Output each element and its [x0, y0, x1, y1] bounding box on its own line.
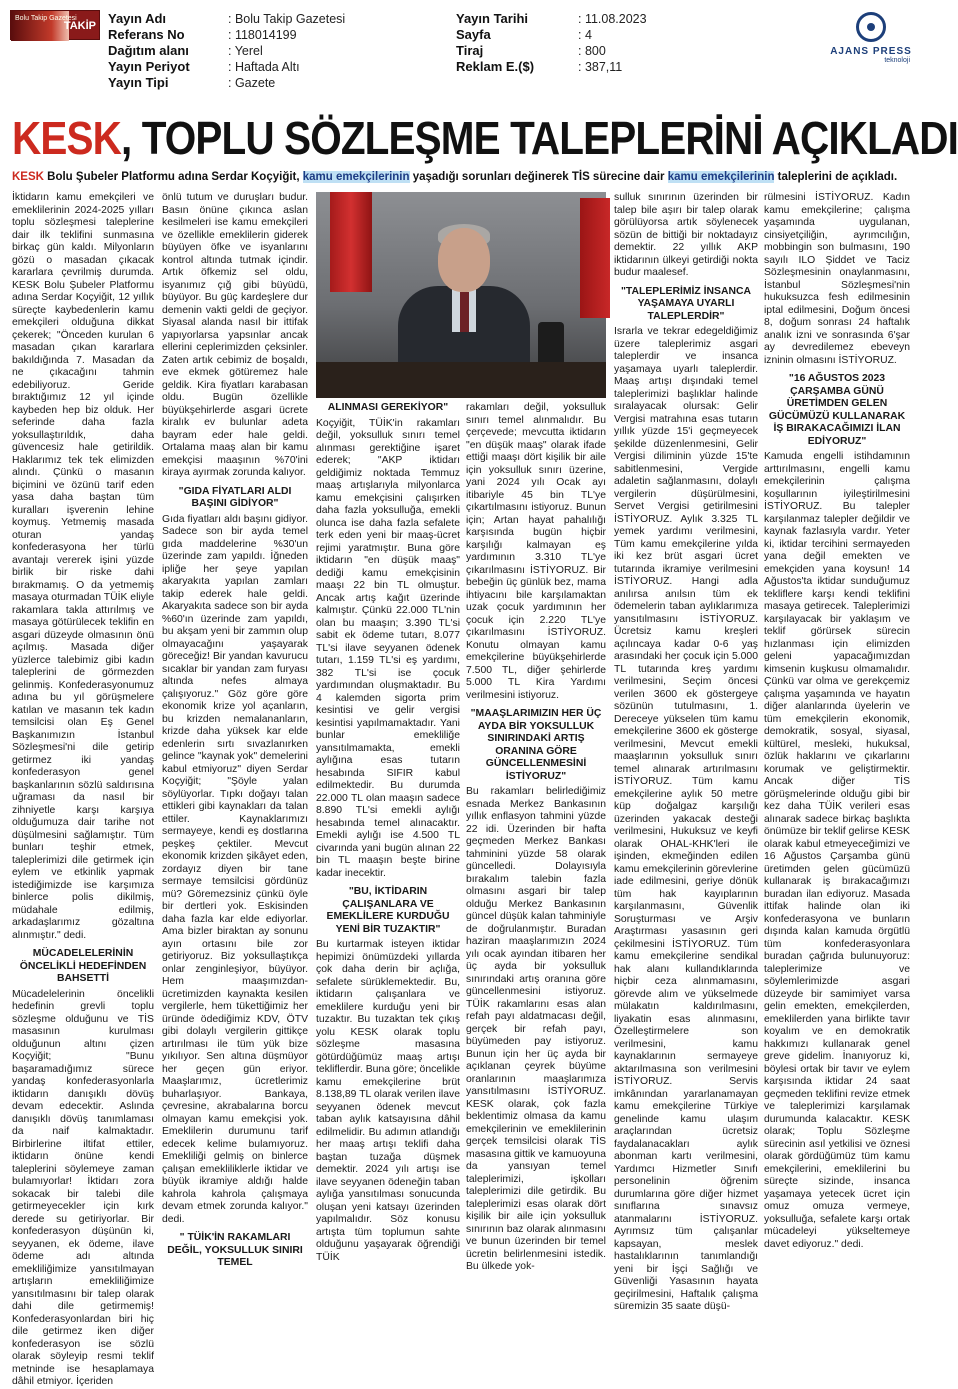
deck-kesk: KESK [12, 171, 44, 183]
deck [12, 170, 910, 185]
col6-subhead-1: "16 AĞUSTOS 2023 ÇARŞAMBA GÜNÜ ÜRETİMDEN GELEN GÜCÜMÜZÜ KULLANARAK İŞ BIRAKACAĞIMIZI İLAN EDİYORUZ" [768, 373, 906, 447]
deck-highlight-1: kamu emekçilerinin [302, 171, 410, 183]
col2-subhead-2: " TÜİK'İN RAKAMLARI DEĞİL, YOKSULLUK SINIRI TEMEL [167, 1232, 303, 1268]
deck-part-6: taleplerini de açıkladı. [774, 171, 898, 183]
logo-small-text: Bolu Takip Gazetesi [15, 15, 77, 22]
ajans-press-icon [856, 12, 886, 42]
col3-subhead-2: "BU, İKTİDARIN ÇALIŞANLARA VE EMEKLİLERE KURDUĞU YENİ BİR TUZAKTIR" [326, 886, 450, 935]
article-column-6 [764, 192, 910, 1250]
article-column-4 [466, 402, 606, 1272]
col5-subhead-1: "TALEPLERİMİZ İNSANCA YAŞAMAYA UYARLI TALEPLERDİR" [621, 285, 751, 322]
label-dagitim-alani: Dağıtım alanı [108, 43, 189, 58]
col3-text-2: Bu kurtarmak isteyen iktidar hepimizi önümüzdeki yıllarda çok daha derin bir açlığa, sefalete sürüklemektedir. Bu, iktidarın çalışanlara ve emeklilere kurduğu yeni bir tuzaktır. Bu tuzaktan tek çıkış yolu KESK olarak toplu sözleşme masasına götürdüğümüz maaş artışı tekliflerdir. Buna göre; öncelikle kamu emekçilerine brüt 8.138,89 TL olarak verilen ilave seyyanen ödenek mevcut taban aylık katsayısına dâhil edilmelidir. Bu adımın atlandığı her maaş artışı teklifi daha baştan tuzağa düşmek demektir. 2024 yılı artışı ise ilave seyyanen ödeneğin taban aylığa yansıtılması sonucunda oluşan yeni katsayı üzerinden yapılmalıdır. Söz konusu artışta tüm toplumun sahte olduğunu yaşayarak öğrendiği TÜİK [316, 939, 460, 1263]
desk [316, 362, 606, 398]
brand-sub: teknoloji [884, 57, 910, 64]
deck-highlight-2: kamu emekçilerinin [667, 171, 775, 183]
value-yayin-periyot: : Haftada Altı [228, 60, 300, 74]
value-dagitim-alani: : Yerel [228, 44, 263, 58]
value-referans-no: : 118014199 [228, 28, 297, 42]
article-column-5 [614, 192, 758, 1312]
col1-text-2: Mücadelelerinin öncelikli hedefinin grevli toplu sözleşme olduğunu ve TİS masasının kurulması olduğunun altını çizen Koçyiğit; "Bunu başaramadığımız sürece yandaş konfederasyonlarla iktidarın danışıklı dövüş devam edecektir. Aslında danışıklı dövüş tanımlaması da naif kalmaktadır. Birbirlerine iltifat ettiler, iktidarın önüne kendi taleplerini söylemeye zaman bulamıyorlar! İktidarı zora sokacak bir talebi dile getirmeyecekler için kırk derede su getiriyorlar. Bir konfederasyon düşünün ki, seyyanen, ek ödeme, ilave ödeme adı altında emekliliğimize yansıtılmayan artışların emekliliğimize yansıtılmasını bir talep olarak dahi dile getirmemiş! Konfederasyonlardan biri hiç dile getirmez iken diğer konfederasyon ise sözlü olarak söyleyip resmi teklif metninde ise hesaplamaya dâhil etmiyor. İçeriden [12, 988, 154, 1387]
col1-text-1: İktidarın kamu emekçileri ve emeklilerinin 2024-2025 yılları toplu sözleşmesi taleplerine dair ilk teklifini sunmasına birkaç gün kaldı. Milyonların gözü o masadan çıkacak kararlara çevrilmiş durumda. KESK Bolu Şubeler Platformu adına Serdar Koçyiğit, 12 yıllık süreçte kaybedenlerin kamu emekçileri olduğuna dikkat çekerek; "Önceden kurulan 6 masadan çıkan kararlara bakıldığında 7. Masadan da ne çıkacağını tahmin edebiliyoruz. Geride bıraktığımız 12 yıl içinde kaybeden hep biz olduk. Her seferinde daha fazla yoksullaştırıldık, daha güvencesiz hale getirildik. Haklarımız tek tek elimizden alındı. Çünkü o masanın biçimini ve özünü tarif eden yasa daha baştan tüm kuralları işverenin lehine koymuş. Yetmemiş masada oturan yandaş konfederasyona her türlü avantajı vererek işini yüzde birlik bir riske dahi bırakmamış. O da yetmemiş masaya oturmadan TÜİK eliyle rakamlara takla attırılmış ve masaya götürülecek teklifin en asgari düzeyde olmasının önü açılmış. Masada diğer yüzlerce talebimiz gibi kadın taleplerini de görmezden gelinmiş. Konfederasyonumuz adına bu yıl görüşmelere katılan ve masanın tek kadın temsilcisi olan Eş Genel Başkanımızın İstanbul Sözleşmesi'ni dile getirip getirmez iki yandaş konfederasyon genel başkanlarının sözlü saldırısına uğraması da nasıl bir zihniyetle karşı karşıya olduğumuza dair tarihe not düşülmesini sağlamıştır. Tüm bunları teşhir etmek, taleplerimizi dile getirmek için eylem ve etkinlik yapmak istediğimizde ise karşımıza binlerce polis dikilmiş, müdahale edilmiş, arkadaşlarımız gözaltına alınmıştır." dedi. [12, 192, 154, 941]
label-tiraj: Tiraj [456, 43, 484, 58]
label-sayfa: Sayfa [456, 27, 491, 42]
article-column-1 [12, 192, 154, 1387]
col2-subhead-1: "GIDA FİYATLARI ALDI BAŞINI GİDİYOR" [178, 485, 292, 509]
col2-text-2: Gıda fiyatları aldı başını gidiyor. Sadece son bir ayda temel gıda maddelerine %30'un üzerinde zam yapıldı. İğneden ipliğe her şeye yapılan akaryakıta yapılan zamları takip ederek hale geldi. Akaryakıta sadece son bir ayda %60'ın üzerinde zam yapıldı, bu akşam yeni bir zammın olup olmayacağını yaşayarak göreceğiz! Bir yandan kavurucu sıcaklar bir yandan zam furyası altında nefes almaya çalışıyoruz." Göz göre göre ekonomik krize yol açanların, bu krizden nemalananların, krizde daha yüksek kar elde edenlerin sırtı sıvazlanırken gelince "kaynak yok" demelerini kabul etmiyoruz" diyen Serdar Koçyiğit; "Şöyle yalan söylüyorlar. Tıpkı doğayı talan ettikleri gibi kaynakları da talan ettiler. Kaynaklarımızı sermayeye, kendi eş dostlarına peşkeş çektiler. Mevcut ekonomik krizden şikâyet eden, zordayız diyen bir tane sermaye temsilcisi gördünüz mü? Göremezsiniz çünkü öyle bir dertleri yok. Eskisinden daha fazla kar elde ediyorlar. Ama bizler biraktan ay sonunu ayın ortasını bile zor getiriyoruz. Biz yoksullaştıkça onlar zenginleşiyor, büyüyor. Hem maaşımızdan-ücretimizden kaynakta kesilen vergilerle, hem tükettiğimiz her üründe ödediğimiz KDV, ÖTV gibi dolaylı vergilerin gittikçe artırılması ile tüm yük bize yıkılıyor. Sen altına düşmüyor her geçen gün eriyor. Maaşlarımız, ücretlerimiz buharlaşıyor. Bankaya, çevresine, akrabalarına borcu olmayan kamu emekçisi yok. Emeklilerin durumunu tarif edecek kelime bulamıyoruz. Emekliliği gelmiş on binlerce çalışan emekliliklerle iktidar ve büyük ikramiye aldığı halde kahrola kahrola çalışmaya devam etmek zorunda kalıyor." dedi. [162, 513, 308, 1225]
article-photo [316, 192, 606, 398]
label-yayin-periyot: Yayın Periyot [108, 59, 190, 74]
ajans-press-logo [826, 12, 916, 64]
value-yayin-tarihi: : 11.08.2023 [578, 12, 647, 26]
label-yayin-tarihi: Yayın Tarihi [456, 11, 529, 26]
col4-text-2: Bu rakamları belirlediğimiz esnada Merkez Bankasının yıllık enflasyon tahmini yüzde 22 idi. Üzerinden bir hafta geçmeden Merkez Bankası tahminini yüzde 58 olarak güncelledi. Dolayısıyla bırakalım talebin fazla olmasını asgari bir talep olduğu Merkez Bankasının güncel düşük kalan tahminiyle de doğrulanmıştır. Buradan haziran maaşlarımızın 2024 yılı ocak ayından itibaren her üç ayda bir yoksulluk sınırındaki artış oranına göre güncellenmesini istiyoruz. TÜİK rakamlarını esas alan refah payı aldatmacası değil, gerçek bir refah payı, büyümeden pay istiyoruz. Bunun için her üç ayda bir açıklanan çeyrek büyüme oranlarının maaşlarımıza yansıtılmasını İSTİYORUZ. KESK olarak, çok fazla beklentimiz olmasa da kamu emekçilerinin ve emeklilerinin gerçek temsilcisi olarak TİS masasına gittik ve kamuoyuna da yansıyan temel taleplerimizi, işkolları taleplerimizi dile getirdik. Bu taleplerimizi esas olarak dört kişilik bir aile için yoksulluk sınırının baz olarak alınmasını ve bunun üzerinden bir temel ücretin belirlenmesini istedik. Bu ülkede yok- [466, 786, 606, 1272]
col4-subhead-1: "MAAŞLARIMIZIN HER ÜÇ AYDA BİR YOKSULLUK SINIRINDAKİ ARTIŞ ORANINA GÖRE GÜNCELLENMESİNİ İSTİYORUZ" [470, 708, 602, 782]
value-sayfa: : 4 [578, 28, 592, 42]
clipping-header [0, 0, 920, 112]
flag-left [330, 192, 372, 292]
deck-part-2: Bolu Şubeler Platformu adına Serdar Koçyiğit, [43, 171, 303, 183]
col3-subhead-1: ALINMASI GEREKİYOR" [327, 402, 449, 413]
logo-text: TAKİP [63, 20, 96, 32]
headline [12, 112, 958, 164]
value-reklam: : 387,11 [578, 60, 623, 74]
col6-text-1: rülmesini İSTİYORUZ. Kadın kamu emekçilerine; çalışma yaşamında uygulanan, cinsiyetçiliğin, ayrımcılığın, mobbingin son bulmasını, 190 sayılı ILO Şiddet ve Taciz Sözleşmesinin onaylanmasını, İstanbul Sözleşmesi'nin hukuksuzca fesh edilmesinin iptal edilmesini, Doğum öncesi 8, doğum sonrası 24 haftalık analık izni ve sonrasında 6'şar ay devredilemez ebeveyn izninin olmasını İSTİYORUZ. [764, 192, 910, 366]
col3-text-1: Koçyiğit, TÜİK'in rakamları değil, yoksulluk sınırı temel alınması gerektiğine işaret ederek; "AKP iktidarı geldiğimiz noktada Temmuz maaş artışlarıyla milyonlarca kamu emekçisini çalışırken daha fazla yoksulluğa, emekli olunca ise daha fazla sefalete terk eden yeni bir maaş-ücret rejimi yaratmıştır. Buna göre iktidarın "en düşük maaş" dediği kamu emekçisinin maaşı 22 bin TL olmuştur. Ancak artış kağıt üzerinde kalmıştır. Çünkü 22.000 TL'nin olan bu maaşın; 3.390 TL'si sabit ek ödeme tutarı, 8.077 TL'si ilave seyyanen ödenek tutarı, 1.159 TL'si eş yardımı, 382 TL'si ise çocuk yardımından oluşmaktadır. Bu 4 kalemden sigorta prim kesintisi ve gelir vergisi kesintisi yapılmamaktadır. Yani bunlar emekliliğe yansıtılmamakta, emekli aylığına esas tutarın hesabında SIFIR kabul edilmektedir. Bu durumda 22.000 TL olan maaşın sadece 8.890 TL'si emekli aylığı hesabında temel alınacaktır. Emekli aylığı ise 4.500 TL civarında yani bugün alınan 22 bin TL maaşın beşte birine kadar inecektir. [316, 417, 460, 879]
col5-text-1: sulluk sınırının üzerinden bir talep bile aşırı bir talep olarak görülüyorsa artık söylenecek sözün de bittiği bir noktadayız demektir. 22 yıllık AKP iktidarının ülkeyi getirdiği nokta budur maalesef. [614, 192, 758, 278]
label-referans-no: Referans No [108, 27, 185, 42]
brand-name: AJANS PRESS [830, 46, 912, 57]
label-yayin-tipi: Yayın Tipi [108, 75, 169, 90]
headline-kesk: KESK [12, 112, 121, 164]
headline-rest: , TOPLU SÖZLEŞME TALEPLERİNİ AÇIKLADI [120, 112, 958, 164]
speaker-head [438, 228, 490, 292]
deck-part-4: yaşadığı sorunları değinerek TİS sürecine dair [409, 171, 668, 183]
article-column-2 [162, 192, 308, 1268]
flag-right [580, 198, 610, 318]
value-tiraj: : 800 [578, 44, 606, 58]
value-yayin-tipi: : Gazete [228, 76, 276, 90]
article-column-3 [316, 402, 460, 1263]
col1-subhead-1: MÜCADELELERİNİN ÖNCELİKLİ HEDEFİNDEN BAHSETTİ [19, 948, 147, 984]
label-yayin-adi: Yayın Adı [108, 11, 167, 26]
col6-text-2: Kamuda engelli istihdamının arttırılmasını, engelli kamu emekçilerinin çalışma koşullarının iyileştirilmesini İSTİYORUZ. Bu talepler karşılanmaz talepler değildir ve kaynak fazlasıyla vardır. Yeter ki, iktidar tercihini sermayeden yana değil emekten ve emekçiden yana koysun! 14 Ağustos'ta iktidar sunduğumuz tekliflere karşı kendi teklifini masaya getirecek. Taleplerimizi karşılayacak bir yaklaşım ve teklif görürsek sürecin hızlanması için elimizden geleni yapacağımızdan kimsenin kuşkusu olmamalıdır. Çünkü var olma ve gerekçemiz çalışma yaşamında ve hayatın diğer alanlarında üyelerin ve tüm emekçilerin ekonomik, demokratik, sosyal, siyasal, kültürel, mesleki, hukuksal, özlük haklarını ve çıkarlarını korumak ve geliştirmektir. Ancak diğer TİS görüşmelerinde olduğu gibi bir kez daha TÜİK verileri esas alınarak sadece birkaç başlıkta önümüze bir teklif gelirse KESK olarak kabul etmeyeceğimizi ve 16 Ağustos Çarşamba günü üretimden gelen gücümüzü kullanarak iş bırakacağımızı buradan ilan ediyoruz. Masada ittifak halinde olan iki konfederasyona ve bunların dışında kalan kamuda örgütlü tüm konfederasyonlara buradan çağrıda bulunuyoruz: taleplerimize ve söylemlerimizde asgari düzeyde bir samimiyet varsa gelin emekten, emekçilerden, emeklilerden yana birlikte tavır koyalım ve en demokratik hakkımızı kullanarak genel greve gidelim. İnanıyoruz ki, böylesi ortak bir tavır ve eylem karşısında iktidar 24 saat geçmeden teklifini revize etmek ve taleplerimizi karşılamak durumunda kalacaktır. KESK olarak; Toplu Sözleşme sürecinin asıl yetkilisi ve öznesi olarak gördüğümüz tüm kamu emekçilerini, emeklilerini bu süreçte sizinde, insanca yaşamaya yetecek ücret için omuz omuza vermeye, yoksulluğa, sefalete karşı ortak mücadeleyi yükseltemeye davet ediyoruz." dedi. [764, 451, 910, 1250]
label-reklam: Reklam E.($) [456, 59, 535, 74]
col5-text-2: Israrla ve tekrar edegeldiğimiz üzere taleplerimiz asgari taleplerdir ve insanca yaşamaya uyarlı taleplerdir. Maaş artışı dışındaki temel taleplerimizi başlıklar halinde sıralayacak olursak: Gelir Vergisi matrahına esas tutarın yıllık yüzde 15'i geçmeyecek şekilde düzenlenmesini, Gelir Vergisi diliminin yüzde 15'te sabitlenmesini, Vergide adaletin sağlanmasını, dolaylı vergilerin düşürülmesini, Servet Vergisi getirilmesini İSTİYORUZ. Aylık 3.325 TL yemek yardımı verilmesini, Tüm kamu emekçilerine yılda iki kez brüt asgari ücret tutarında ikramiye verilmesini İSTİYORUZ. Hangi adla anılırsa anılsın tüm ek ödemelerin taban aylıklarımıza yansıtılmasını İSTİYORUZ. Ücretsiz kamu kreşleri açılıncaya kadar 0-6 yaş arasındaki her çocuk için 5.000 TL tutarında kreş yardımı verilmesini, Seçim öncesi verilen 3600 ek göstergeye sözünün tutulmasını, 1. Dereceye yükselen tüm kamu emekçilerine 3600 ek gösterge verilmesini, Mevcut emekli maaşlarının yoksulluk sınırı temel alınarak artırılmasını İSTİYORUZ. Tüm kamu emekçilerine aylık 50 metre küp doğalgaz karşılığı üzerinden yakacak desteği verilmesini, Hukuksuz ve keyfi olarak OHAL-KHK'leri ile işinden, ekmeğinden edilen kamu emekçilerinin görevlerine iade edilmesini, geriye dönük tüm hak kayıplarının karşılanmasını, Güvenlik Soruşturması ve Arşiv Araştırması yasasının geri çekilmesini İSTİYORUZ. Tüm kamu emekçilerine sendikal hak alanı kullandıklarında hiçbir ceza alınmamasını, görevde alım ve yükselmede mülakatın kaldırılmasını, liyakatin esas alınmasını, Özelleştirmelere son verilmesini, kamu kaynaklarının sermayeye aktarılmasına son verilmesini İSTİYORUZ. Servis imkânından yararlanamayan kamu emekçilerine Türkiye genelinde kamu ulaşım araçlarından ücretsiz faydalanacakları aylık abonman kartı verilmesini, Yardımcı Hizmetler Sınıfı personelinin öğrenim durumlarına göre diğer hizmet sınıflarına sınavsız atanmalarını İSTİYORUZ. Ayrımsız tüm çalışanlar kapsayan, meslek hastalıklarının tanımlandığı yeni bir İşçi Sağlığı ve Güvenliği Yasasının hayata geçirilmesini, Haftalık çalışma süremizin 35 saate düşü- [614, 326, 758, 1312]
newspaper-logo [10, 10, 100, 40]
col2-text-1: önlü tutum ve duruşları budur. Basın önüne çıkınca aslan kesilmeleri ise kamu emekçileri ve özellikle emeklilerin giderek büyüyen öfke ve isyanlarını kontrol altında tutmak içindir. Artık öfkemiz sel oldu, isyanımız çığ gibi büyüdü, büyüyor. Bu güç kardeşlere dur demenin vakti geldi de geçiyor. Siyasal alanda nasıl bir ittifak yapıyorlarsa yapsınlar ancak ellerini ceplerimizden çeksinler. Zaten artık cebimiz de boşaldı, eve ekmek götüremez hale geldik. Kira fiyatları karabasan oldu. Bugün özellikle büyükşehirlerde asgari ücrete kiralık ev bulunlar adeta bayram eder hale geldi. Ortalama maaş alan bir kamu emekçisi maaşının %70'ini kiraya ayırmak zorunda kalıyor. [162, 192, 308, 478]
col4-text-1: rakamları değil, yoksulluk sınırı temel alınmalıdır. Bu çerçevede; mevcutta iktidarın "en düşük maaş" olarak ifade ettiği maaşı dört kişilik bir aile için yoksulluk sınırı üzerine, yani 2024 yılı Ocak ayı itibariyle 45 bin TL'ye çıkartılmasını istiyoruz. Bunun için; Artan hayat pahalılığı karşısında bugün hiçbir karşılığı kalmayan eş yardımının 3.310 TL'ye çıkarılmasını İSTİYORUZ. Bir bebeğin üç günlük bez, mama ihtiyacını bile karşılamaktan uzak çocuk yardımının her çocuk için 2.220 TL'ye çıkarılmasını İSTİYORUZ. Konutu olmayan kamu emekçilerine büyükşehirlerde 7.500 TL, diğer şehirlerde 5.000 TL Kira Yardımı verilmesini istiyoruz. [466, 402, 606, 701]
value-yayin-adi: : Bolu Takip Gazetesi [228, 12, 346, 26]
